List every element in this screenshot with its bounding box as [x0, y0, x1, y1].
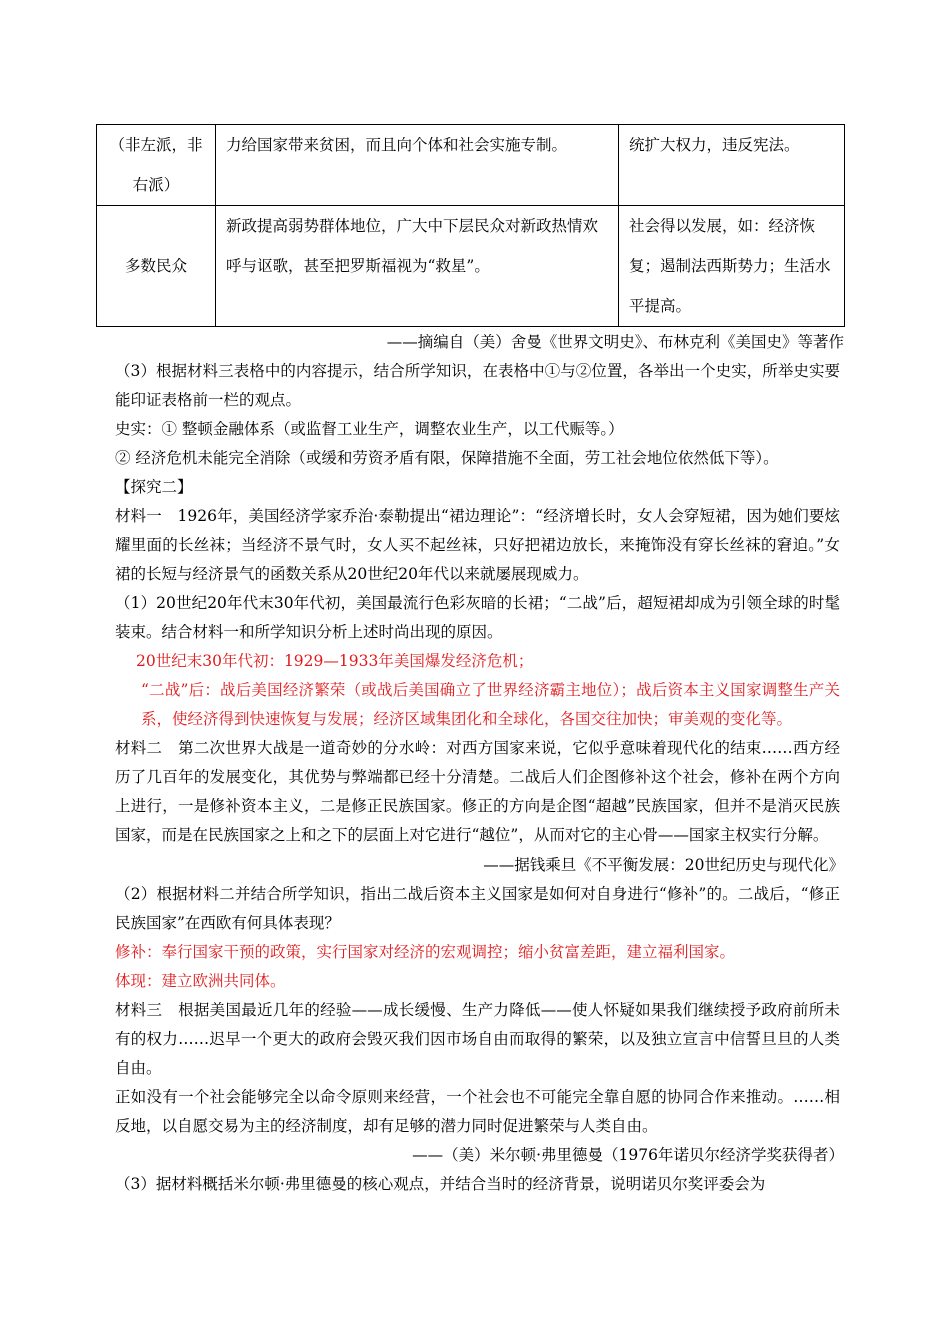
- table-cell-fact: 统扩大权力，违反宪法。: [619, 125, 845, 206]
- answer-1-part-1: 20世纪末30年代初：1929—1933年美国爆发经济危机；: [136, 652, 534, 670]
- table-cell-view: 力给国家带来贫困，而且向个体和社会实施专制。: [216, 125, 619, 206]
- table-source: ——摘编自（美）舍曼《世界文明史》、布林克利《美国史》等著作: [386, 333, 844, 351]
- answer-2-part-1: 修补：奉行国家干预的政策，实行国家对经济的宏观调控；缩小贫富差距，建立福利国家。: [115, 943, 736, 961]
- document-page: [109, 124, 844, 1199]
- comparison-table: [96, 124, 845, 327]
- table-cell-fact: 社会得以发展，如：经济恢复；遏制法西斯势力；生活水平提高。: [619, 206, 845, 327]
- material-2-source: ——据钱乘旦《不平衡发展：20世纪历史与现代化》: [483, 856, 844, 874]
- material-3-paragraph-2: 正如没有一个社会能够完全以命令原则来经营，一个社会也不可能完全靠自愿的协同合作来推动。……相反地，以自愿交易为主的经济制度，却有足够的潜力同时促进繁荣与人类自由。: [115, 1088, 840, 1135]
- table-cell-view: 新政提高弱势群体地位，广大中下层民众对新政热情欢呼与讴歌，甚至把罗斯福视为“救星”。: [216, 206, 619, 327]
- table-row: [97, 206, 845, 327]
- material-1: 材料一 1926年，美国经济学家乔治·泰勒提出“裙边理论”：“经济增长时，女人会穿短裙，因为她们要炫耀里面的长丝袜；当经济不景气时，女人买不起丝袜，只好把裙边放长，来掩饰没有穿长丝袜的窘迫。”女裙的长短与经济景气的函数关系从20世纪20年代以来就屡展现威力。: [115, 507, 840, 583]
- section-heading: 【探究二】: [115, 478, 193, 496]
- question-2: （2）根据材料二并结合所学知识，指出二战后资本主义国家是如何对自身进行“修补”的。二战后，“修正民族国家”在西欧有何具体表现？: [115, 885, 840, 932]
- material-3-paragraph-1: 材料三 根据美国最近几年的经验——成长缓慢、生产力降低——使人怀疑如果我们继续授予政府前所未有的权力……迟早一个更大的政府会毁灭我们因市场自由而取得的繁荣，以及独立宣言中信誓旦旦的人类自由。: [115, 1001, 840, 1077]
- answer-3-fact-2: ② 经济危机未能完全消除（或缓和劳资矛盾有限，保障措施不全面，劳工社会地位依然低下等）。: [115, 449, 779, 467]
- question-3: （3）根据材料三表格中的内容提示，结合所学知识，在表格中①与②位置，各举出一个史实，所举史实要能印证表格前一栏的观点。: [115, 362, 840, 409]
- table-row: [97, 125, 845, 206]
- answer-2-part-2: 体现：建立欧洲共同体。: [115, 972, 286, 990]
- question-3b: （3）据材料概括米尔顿·弗里德曼的核心观点，并结合当时的经济背景，说明诺贝尔奖评委会为: [115, 1175, 766, 1193]
- material-3-source: ——（美）米尔顿·弗里德曼（1976年诺贝尔经济学奖获得者）: [412, 1146, 844, 1164]
- answer-1-part-2: “二战”后：战后美国经济繁荣（或战后美国确立了世界经济霸主地位）；战后资本主义国家调整生产关系，使经济得到快速恢复与发展；经济区域集团化和全球化，各国交往加快；审美观的变化等。: [141, 681, 840, 728]
- table-cell-label: 多数民众: [97, 206, 216, 327]
- answer-3-fact-1: 史实：① 整顿金融体系（或监督工业生产，调整农业生产，以工代赈等。）: [115, 420, 624, 438]
- question-1: （1）20世纪20年代末30年代初，美国最流行色彩灰暗的长裙；“二战”后，超短裙却成为引领全球的时髦装束。结合材料一和所学知识分析上述时尚出现的原因。: [115, 594, 840, 641]
- table-cell-label: （非左派，非右派）: [97, 125, 216, 206]
- material-2: 材料二 第二次世界大战是一道奇妙的分水岭：对西方国家来说，它似乎意味着现代化的结束……西方经历了几百年的发展变化，其优势与弊端都已经十分清楚。二战后人们企图修补这个社会，修补在两个方向上进行，一是修补资本主义，二是修正民族国家。修正的方向是企图“超越”民族国家，但并不是消灭民族国家，而是在民族国家之上和之下的层面上对它进行“越位”，从而对它的主心骨——国家主权实行分解。: [115, 739, 840, 844]
